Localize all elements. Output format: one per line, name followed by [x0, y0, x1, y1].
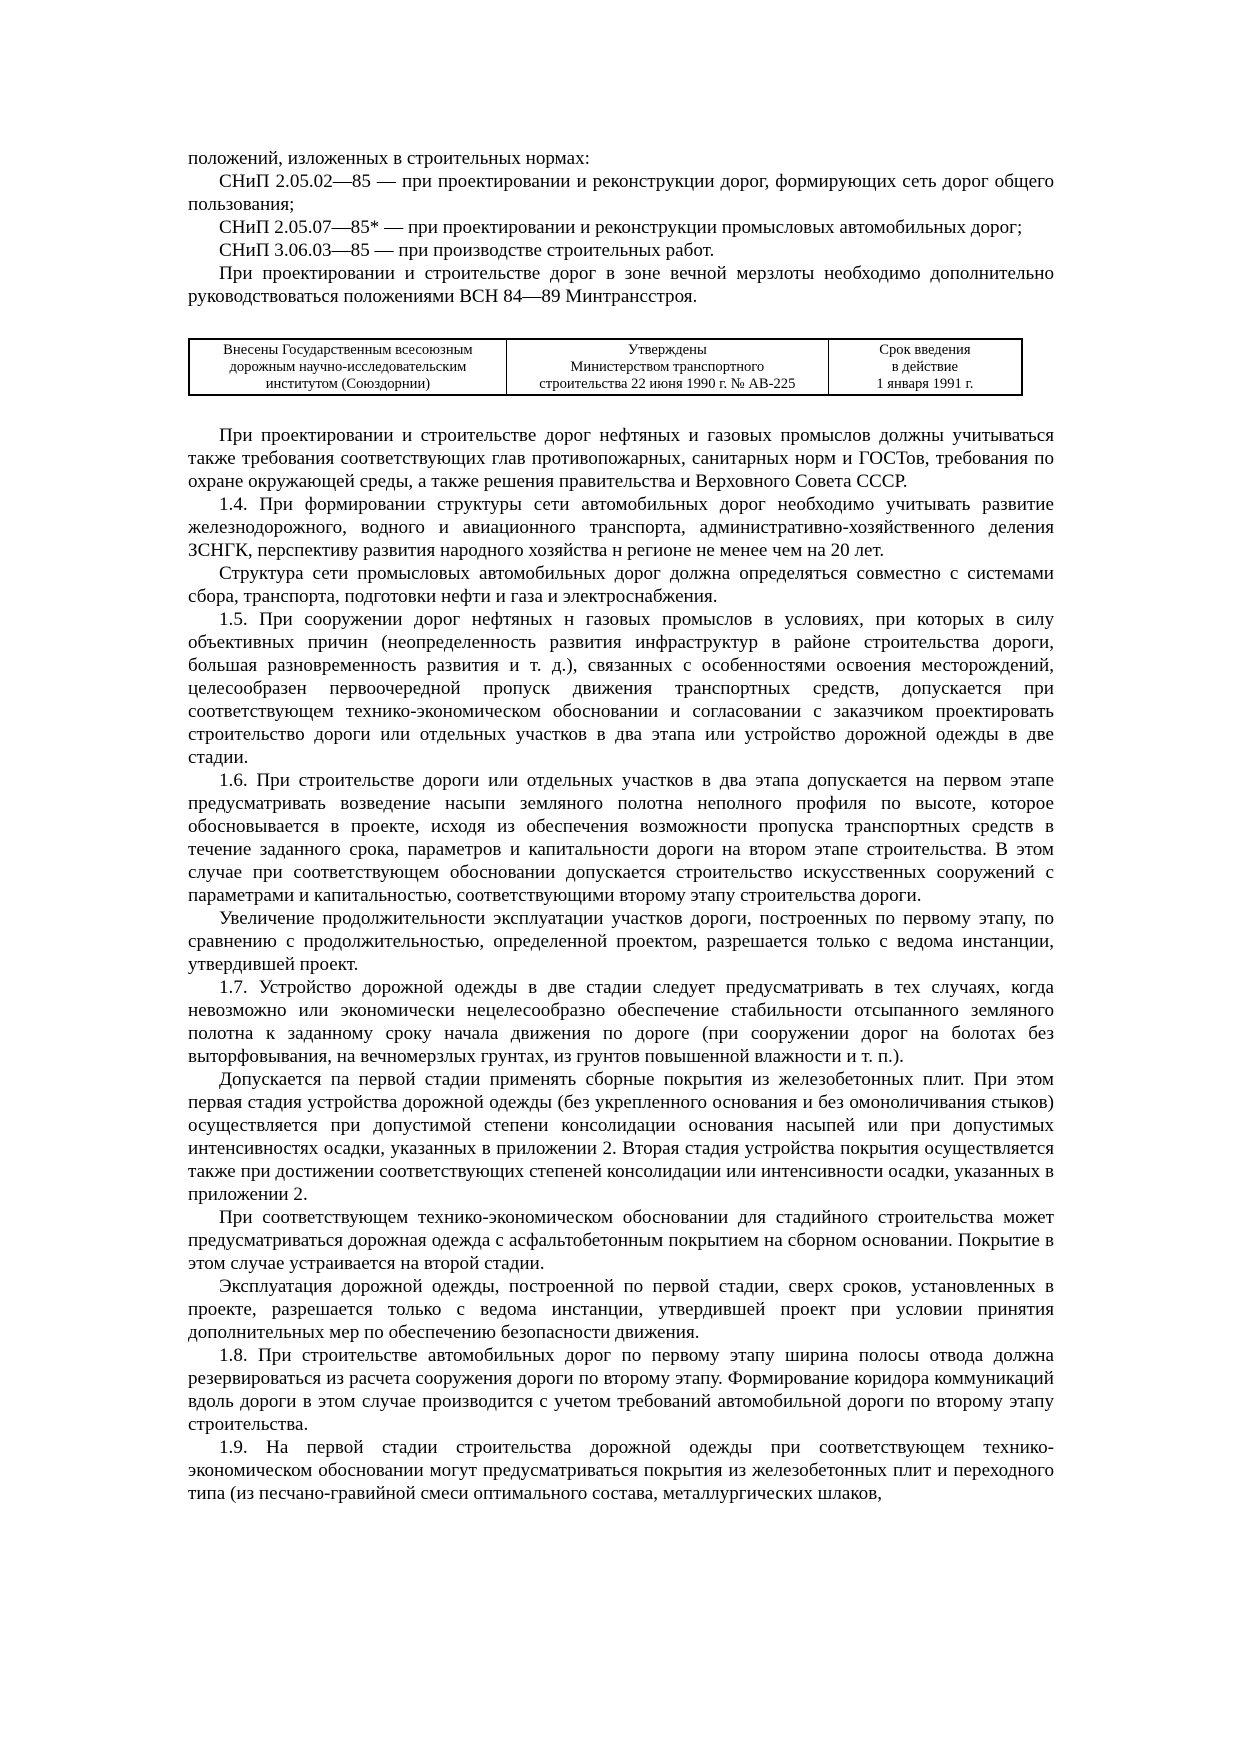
approved-by-line: Утверждены — [627, 342, 707, 358]
body-paragraph: 1.5. При сооружении дорог нефтяных н газовых промыслов в условиях, при которых в силу объективных причин (неопределенность развития инфраструктур в районе строительства дороги, большая разновременность развития и т. д.), связанных с особенностями освоения месторождений, целесообразен первоочередной пропуск движения транспортных средств, допускается при соответствующем технико-экономическом обосновании и согласовании с заказчиком проектировать строительство дороги или отдельных участков в два этапа или устройство дорожной одежды в две стадии. — [188, 609, 1054, 768]
submitted-by-line: институтом (Союздорнии) — [265, 376, 431, 392]
intro-paragraph: СНиП 3.06.03—85 — при производстве строительных работ. — [219, 240, 715, 261]
submitted-by-cell — [189, 339, 506, 395]
body-paragraph: При соответствующем технико-экономическом обосновании для стадийного строительства может предусматриваться дорожная одежда с асфальтобетонным покрытием на сборном основании. Покрытие в этом случае устраивается на второй стадии. — [188, 1207, 1054, 1274]
body-paragraph: 1.9. На первой стадии строительства дорожной одежды при соответствующем технико-экономическом обосновании могут предусматриваться покрытия из железобетонных плит и переходного типа (из песчано-гравийной смеси оптимального состава, металлургических шлаков, — [188, 1437, 1054, 1504]
effective-date-line: в действие — [891, 359, 959, 375]
intro-paragraph: При проектировании и строительстве дорог в зоне вечной мерзлоты необходимо дополнительно руководствоваться положениями ВСН 84—89 Минтрансстроя. — [188, 263, 1054, 307]
effective-date-line: 1 января 1991 г. — [876, 376, 974, 392]
body-paragraph: Эксплуатация дорожной одежды, построенной по первой стадии, сверх сроков, установленных в проекте, разрешается только с ведома инстанции, утвердившей проект при условии принятия дополнительных мер по обеспечению безопасности движения. — [188, 1276, 1054, 1343]
document-info-table — [188, 338, 1023, 396]
submitted-by-line: Внесены Государственным всесоюзным — [223, 342, 473, 358]
submitted-by-line: дорожным научно-исследовательским — [229, 359, 467, 375]
body-paragraph: Допускается па первой стадии применять сборные покрытия из железобетонных плит. При этом первая стадия устройства дорожной одежды (без укрепленного основания и без омоноличивания стыков) осуществляется при допустимой степени консолидации основания насыпей или при допустимых интенсивностях осадки, указанных в приложении 2. Вторая стадия устройства покрытия осуществляется также при достижении соответствующих степеней консолидации или интенсивности осадки, указанных в приложении 2. — [188, 1069, 1054, 1205]
approved-by-line: Министерством транспортного — [570, 359, 765, 375]
intro-paragraph: положений, изложенных в строительных нормах: — [188, 148, 590, 169]
body-paragraph: 1.6. При строительстве дороги или отдельных участков в два этапа допускается на первом этапе предусматривать возведение насыпи земляного полотна неполного профиля по высоте, которое обосновывается в проекте, исходя из обеспечения возможности пропуска транспортных средств в течение заданного срока, параметров и капитальности дороги на втором этапе строительства. В этом случае при соответствующем обосновании допускается строительство искусственных сооружений с параметрами и капитальностью, соответствующими второму этапу строительства дороги. — [188, 770, 1054, 906]
document-page — [188, 147, 1054, 1505]
intro-paragraph: СНиП 2.05.02—85 — при проектировании и реконструкции дорог, формирующих сеть дорог общего пользования; — [188, 171, 1054, 215]
body-paragraph: При проектировании и строительстве дорог нефтяных и газовых промыслов должны учитываться также требования соответствующих глав противопожарных, санитарных норм и ГОСТов, требования по охране окружающей среды, а также решения правительства и Верховного Совета СССР. — [188, 425, 1054, 492]
body-paragraph: Структура сети промысловых автомобильных дорог должна определяться совместно с системами сбора, транспорта, подготовки нефти и газа и электроснабжения. — [188, 563, 1054, 607]
body-paragraph: 1.8. При строительстве автомобильных дорог по первому этапу ширина полосы отвода должна резервироваться из расчета сооружения дороги по второму этапу. Формирование коридора коммуникаций вдоль дороги в этом случае производится с учетом требований автомобильной дороги по второму этапу строительства. — [188, 1345, 1054, 1435]
body-paragraph: 1.7. Устройство дорожной одежды в две стадии следует предусматривать в тех случаях, когда невозможно или экономически нецелесообразно обеспечение стабильности отсыпанного земляного полотна к заданному сроку начала движения по дороге (при сооружении дорог на болотах без выторфовывания, на вечномерзлых грунтах, из грунтов повышенной влажности и т. п.). — [188, 977, 1054, 1067]
info-table-row — [189, 339, 1022, 395]
approved-by-line: строительства 22 июня 1990 г. № АВ-225 — [539, 376, 796, 392]
effective-date-line: Срок введения — [879, 342, 971, 358]
body-paragraph: Увеличение продолжительности эксплуатации участков дороги, построенных по первому этапу, по сравнению с продолжительностью, определенной проектом, разрешается только с ведома инстанции, утвердившей проект. — [188, 908, 1054, 975]
intro-paragraph: СНиП 2.05.07—85* — при проектировании и реконструкции промысловых автомобильных дорог; — [219, 217, 1023, 238]
effective-date-cell — [828, 339, 1022, 395]
approved-by-cell — [506, 339, 828, 395]
body-paragraph: 1.4. При формировании структуры сети автомобильных дорог необходимо учитывать развитие железнодорожного, водного и авиационного транспорта, административно-хозяйственного деления ЗСНГК, перспективу развития народного хозяйства н регионе не менее чем на 20 лет. — [188, 494, 1054, 561]
